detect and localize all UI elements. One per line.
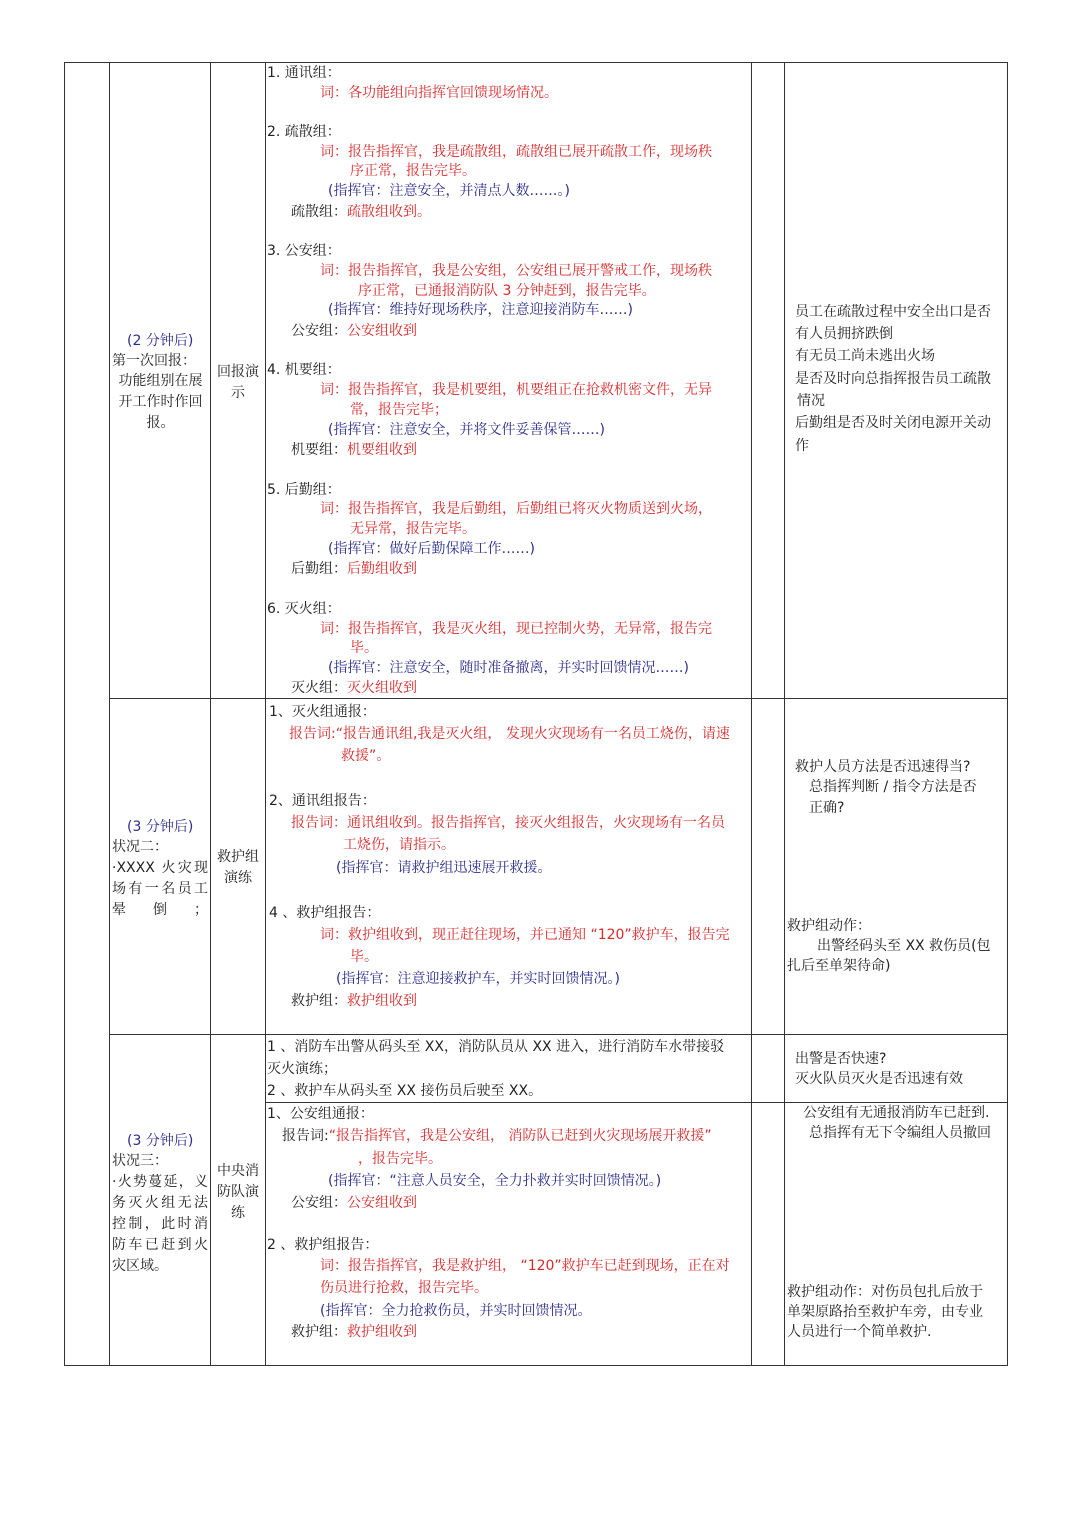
- r3-a-ack: [291, 1194, 417, 1213]
- row3-desc: ·火势蔓延，义务灭火组无法控制，此时消防车已赶到火灾区域。: [112, 1174, 208, 1274]
- r1-check-0: 员工在疏散过程中安全出口是否: [795, 304, 991, 320]
- r1-g5-ack: [291, 560, 417, 579]
- r2-s2-say1: 报告词：通讯组收到。报告指挥官，接灭火组报告，火灾现场有一名员: [291, 815, 725, 831]
- r1-g4-cmd: (指挥官：注意安全，并将文件妥善保管……): [328, 422, 605, 438]
- r2-s4-head: 4 、救护组报告：: [269, 905, 381, 921]
- r1-check-4: 情况: [797, 393, 825, 409]
- r2-s2-head: 2、通讯组报告：: [269, 793, 376, 809]
- r1-g2-ack: [291, 203, 431, 222]
- r1-g3-ack-text: 公安组收到: [347, 323, 417, 339]
- r3-b-cmd: (指挥官：全力抢救伤员，并实时回馈情况。: [320, 1303, 592, 1319]
- r3-a-say-text: “报告指挥官，我是公安组， 消防队已赶到火灾现场展开救援”: [328, 1128, 712, 1144]
- r1-check-1: 有人员拥挤跌倒: [795, 326, 893, 342]
- r2-check-0: 救护人员方法是否迅速得当?: [795, 759, 971, 775]
- r3-top-3: 2 、救护车从码头至 XX 接伤员后驶至 XX。: [267, 1083, 543, 1099]
- r1-g2-ack-label: 疏散组：: [291, 204, 347, 220]
- r1-check-6: 作: [795, 438, 809, 454]
- r1-g6-say1: 词：报告指挥官，我是灭火组，现已控制火势，无异常，报告完: [320, 621, 712, 637]
- row3-type: 中央消防队演练: [217, 1163, 259, 1221]
- r1-g4-ack-label: 机要组：: [291, 442, 347, 458]
- r3-action-1: 单架原路抬至救护车旁，由专业: [787, 1304, 983, 1320]
- r1-g6-cmd: (指挥官：注意安全，随时准备撤离，并实时回馈情况……): [328, 660, 689, 676]
- r2-s4-ack-label: 救护组：: [291, 993, 347, 1009]
- row2-desc: ·XXXX 火灾现场有一名员工晕倒；: [112, 860, 208, 918]
- r3-a-say1: [282, 1127, 712, 1146]
- r3-a-ack-text: 公安组收到: [347, 1195, 417, 1211]
- r1-g6-ack: [291, 679, 417, 698]
- r2-s4-ack: [291, 992, 417, 1011]
- r1-g3-cmd: (指挥官：维持好现场秩序，注意迎接消防车……): [328, 302, 633, 318]
- r3-b-say2: 伤员进行抢救，报告完毕。: [320, 1280, 488, 1296]
- r3-action-0: 救护组动作：对伤员包扎后放于: [787, 1284, 983, 1300]
- r1-g3-ack: [291, 322, 417, 341]
- r3-b-head: 2 、救护组报告：: [267, 1237, 379, 1253]
- r2-s1-say2: 救援”。: [341, 748, 391, 764]
- r1-g2-head: 2. 疏散组：: [267, 124, 341, 140]
- r3-check-1: 总指挥有无下令编组人员撤回: [809, 1125, 991, 1141]
- r2-s4-cmd: (指挥官：注意迎接救护车，并实时回馈情况。): [336, 971, 620, 987]
- r1-g3-head: 3. 公安组：: [267, 243, 341, 259]
- r1-g5-ack-text: 后勤组收到: [347, 561, 417, 577]
- r2-s4-ack-text: 救护组收到: [347, 993, 417, 1009]
- r1-g2-cmd: (指挥官：注意安全，并清点人数……。): [328, 183, 570, 199]
- r1-g2-ack-text: 疏散组收到。: [347, 204, 431, 220]
- r2-s1-head: 1、灭火组通报：: [269, 704, 376, 720]
- r1-g6-ack-text: 灭火组收到: [347, 680, 417, 696]
- r3-b-ack: [291, 1323, 417, 1342]
- r1-g2-say1: 词：报告指挥官，我是疏散组，疏散组已展开疏散工作，现场秩: [320, 144, 712, 160]
- r2-s2-say2: 工烧伤，请指示。: [343, 837, 455, 853]
- r1-g6-ack-label: 灭火组：: [291, 680, 347, 696]
- r3-top-check-1: 灭火队员灭火是否迅速有效: [795, 1071, 963, 1087]
- r1-check-5: 后勤组是否及时关闭电源开关动: [795, 415, 991, 431]
- r1-g4-head: 4. 机要组：: [267, 362, 341, 378]
- r1-g4-ack-text: 机要组收到: [347, 442, 417, 458]
- r1-g3-say1: 词：报告指挥官，我是公安组，公安组已展开警戒工作，现场秩: [320, 263, 712, 279]
- r3-b-ack-text: 救护组收到: [347, 1324, 417, 1340]
- r1-g5-head: 5. 后勤组：: [267, 482, 341, 498]
- r1-g2-say2: 序正常，报告完毕。: [350, 163, 476, 179]
- r3-b-ack-label: 救护组：: [291, 1324, 347, 1340]
- r1-g4-say2: 常，报告完毕；: [350, 402, 448, 418]
- r3-a-head: 1、公安组通报：: [267, 1106, 374, 1122]
- r1-g5-say1: 词：报告指挥官，我是后勤组，后勤组已将灭火物质送到火场，: [320, 501, 712, 517]
- r1-g5-say2: 无异常，报告完毕。: [350, 521, 476, 537]
- r2-action-1: 出警经码头至 XX 救伤员(包: [817, 938, 991, 954]
- r1-g3-ack-label: 公安组：: [291, 323, 347, 339]
- row1-time: (2 分钟后): [127, 333, 194, 349]
- row3-time: (3 分钟后): [127, 1133, 194, 1149]
- r1-check-2: 有无员工尚未逃出火场: [795, 348, 935, 364]
- r2-check-2: 正确?: [809, 800, 845, 816]
- r3-top-check-0: 出警是否快速?: [795, 1051, 887, 1067]
- r2-check-1: 总指挥判断 / 指令方法是否: [809, 779, 977, 795]
- r3-top-1: 1 、消防车出警从码头至 XX，消防队员从 XX 进入，进行消防车水带接驳: [267, 1039, 725, 1055]
- r2-action-0: 救护组动作：: [787, 918, 871, 934]
- row2-time: (3 分钟后): [127, 819, 194, 835]
- r3-top-2: 灭火演练；: [267, 1061, 337, 1077]
- r1-g4-ack: [291, 441, 417, 460]
- row1-type: 回报演示: [217, 364, 259, 401]
- r1-g6-head: 6. 灭火组：: [267, 601, 341, 617]
- r1-g1-head: 1. 通讯组：: [267, 65, 341, 81]
- r3-a-say2: ，报告完毕。: [358, 1151, 442, 1167]
- row1-desc: 功能组别在展开工作时作回报。: [118, 373, 203, 431]
- r2-action-2: 扎后至单架待命): [787, 958, 891, 974]
- r1-g1-say: 词：各功能组向指挥官回馈现场情况。: [320, 85, 558, 101]
- r2-s4-say2: 毕。: [350, 949, 378, 965]
- r1-g5-cmd: (指挥官：做好后勤保障工作……): [328, 541, 535, 557]
- r1-g4-say1: 词：报告指挥官，我是机要组，机要组正在抢救机密文件，无异: [320, 382, 712, 398]
- r1-check-3: 是否及时向总指挥报告员工疏散: [795, 371, 991, 387]
- r2-s1-say1: 报告词:“报告通讯组,我是灭火组， 发现火灾现场有一名员工烧伤，请速: [289, 726, 730, 742]
- r2-s4-say1: 词：救护组收到，现正赶往现场，并已通知 “120”救护车，报告完: [320, 927, 730, 943]
- r2-s2-cmd: (指挥官：请救护组迅速展开救援。: [336, 860, 552, 876]
- r1-g3-say2: 序正常，已通报消防队 3 分钟赶到，报告完毕。: [358, 283, 656, 299]
- row1-title: 第一次回报：: [112, 353, 196, 369]
- r3-a-say-label: 报告词:: [282, 1128, 329, 1144]
- r1-g5-ack-label: 后勤组：: [291, 561, 347, 577]
- r3-check-0: 公安组有无通报消防车已赶到.: [803, 1105, 990, 1121]
- row2-type: 救护组演练: [217, 849, 259, 886]
- row3-title: 状况三：: [112, 1153, 168, 1169]
- r3-action-2: 人员进行一个简单救护.: [787, 1324, 932, 1340]
- r3-b-say1: 词：报告指挥官，我是救护组， “120”救护车已赶到现场，正在对: [320, 1258, 730, 1274]
- row2-title: 状况二：: [112, 839, 168, 855]
- r3-a-cmd: (指挥官：“注意人员安全，全力扑救并实时回馈情况。): [328, 1173, 662, 1189]
- r1-g6-say2: 毕。: [350, 640, 378, 656]
- r3-a-ack-label: 公安组：: [291, 1195, 347, 1211]
